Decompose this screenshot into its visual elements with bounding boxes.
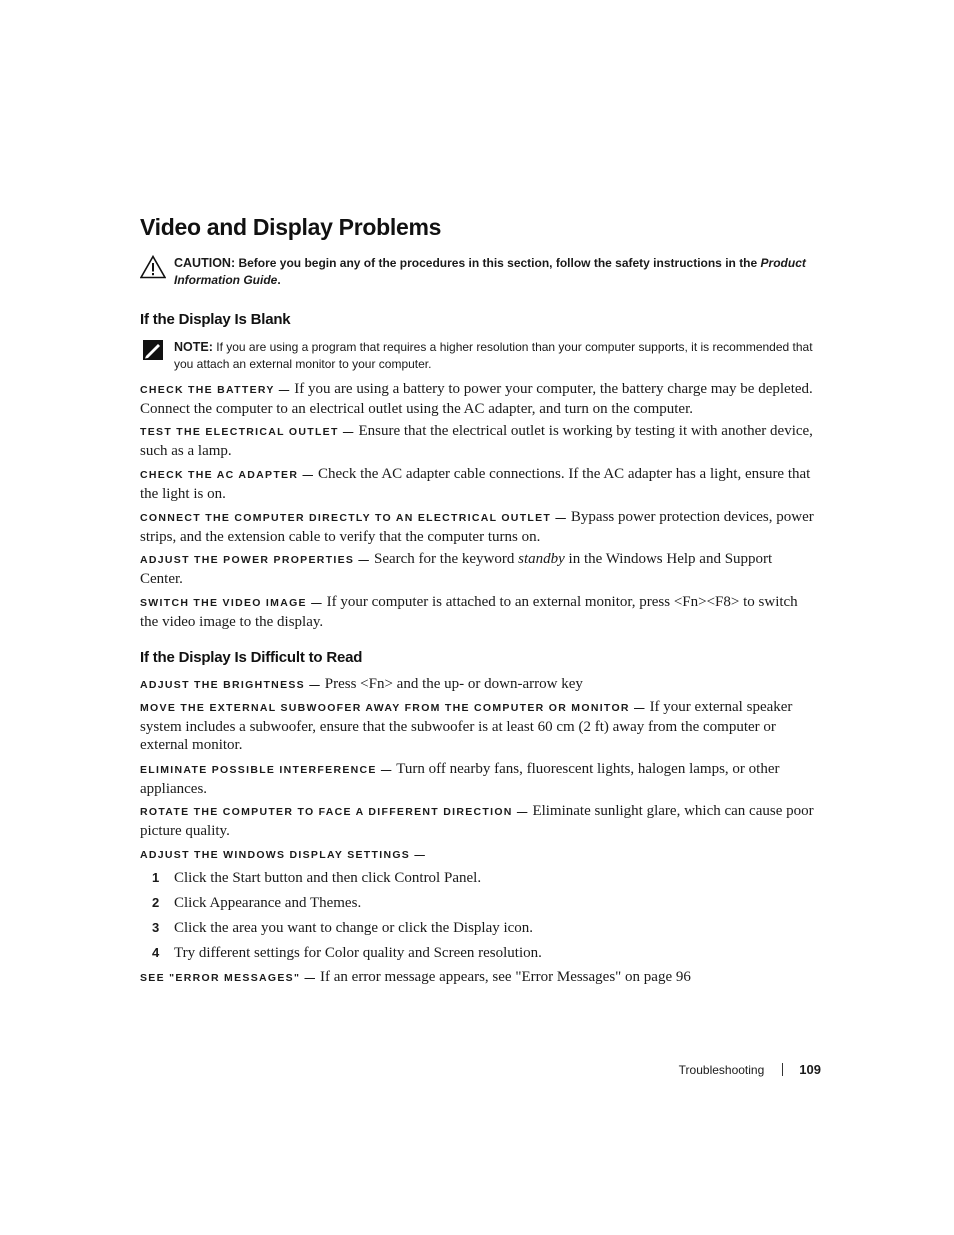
note-pencil-icon xyxy=(140,339,166,363)
tip-brightness xyxy=(140,675,816,695)
caution-emph: Product Information Guide xyxy=(174,256,806,287)
note-label: NOTE: xyxy=(174,340,213,354)
step-number: 3 xyxy=(152,920,160,935)
tip-windows-display xyxy=(140,845,816,865)
tip-error-messages xyxy=(140,968,816,988)
step-text: Try different settings for xyxy=(174,945,322,961)
footer-section: Troubleshooting xyxy=(678,1063,765,1077)
tip-key: CHECK THE AC ADAPTER — xyxy=(140,469,315,481)
step-ui-term: Screen resolution xyxy=(433,945,539,961)
note-notice xyxy=(140,339,816,373)
caution-text: Before you begin any of the procedures in this section, follow the safety instructions in the xyxy=(238,256,758,270)
tip-key: CONNECT THE COMPUTER DIRECTLY TO AN ELECTRICAL OUTLET — xyxy=(140,512,568,524)
step-text: . xyxy=(477,870,482,886)
tip-test-outlet xyxy=(140,422,816,460)
step-ui-term: Appearance and Themes xyxy=(209,895,358,911)
step-text: button and then click xyxy=(264,870,391,886)
step-number: 1 xyxy=(152,870,160,885)
step-ui-term: Control Panel xyxy=(394,870,478,886)
tip-text: Eliminate sunlight glare, which can cause poor picture quality. xyxy=(140,803,814,839)
page-footer xyxy=(679,1062,821,1077)
caution-end: . xyxy=(277,273,281,287)
tip-text: If you are using a battery to power your computer, the battery charge may be depleted. Connect the computer to an electrical outlet using the AC adapter, and turn on the computer. xyxy=(140,381,813,417)
tip-interference xyxy=(140,760,816,798)
caution-notice xyxy=(140,255,816,289)
step-ui-term: Display xyxy=(453,920,500,936)
tip-text: Check the AC adapter cable connections. If the AC adapter has a light, ensure that the light is on. xyxy=(140,466,811,502)
step-number: 4 xyxy=(152,945,160,960)
tip-rotate xyxy=(140,802,816,840)
tip-key: ROTATE THE COMPUTER TO FACE A DIFFERENT DIRECTION — xyxy=(140,806,529,818)
tip-key: SEE "ERROR MESSAGES" — xyxy=(140,972,317,984)
tip-key: CHECK THE BATTERY — xyxy=(140,384,291,396)
page-number: 109 xyxy=(799,1062,821,1077)
tip-text: Search for the keyword xyxy=(373,551,515,567)
tip-key: TEST THE ELECTRICAL OUTLET — xyxy=(140,426,355,438)
tip-text: If your external speaker system includes a subwoofer, ensure that the subwoofer is at least 60 cm (2 ft) away from the computer or external monitor. xyxy=(140,699,793,753)
tip-key: MOVE THE EXTERNAL SUBWOOFER AWAY FROM THE COMPUTER OR MONITOR — xyxy=(140,702,646,714)
tip-text: Bypass power protection devices, power strips, and the extension cable to verify that the computer turns on. xyxy=(140,509,814,545)
note-text: If you are using a program that requires a higher resolution than your computer supports, it is recommended that you attach an external monitor to your computer. xyxy=(174,340,813,371)
tip-check-ac-adapter xyxy=(140,465,816,503)
step-text: Click xyxy=(174,895,207,911)
page-title: Video and Display Problems xyxy=(140,214,442,240)
tip-subwoofer xyxy=(140,698,816,755)
step-ui-term: Color quality xyxy=(324,945,405,961)
caution-label: CAUTION: xyxy=(174,256,236,270)
tip-power-properties xyxy=(140,550,816,588)
tip-text: If an error message appears, see "Error Messages" on page 96 xyxy=(320,969,691,985)
warning-triangle-icon xyxy=(140,255,166,279)
step-item xyxy=(140,869,816,887)
tip-key: SWITCH THE VIDEO IMAGE — xyxy=(140,597,323,609)
step-text: icon. xyxy=(503,920,534,936)
tip-key: ADJUST THE WINDOWS DISPLAY SETTINGS — xyxy=(140,849,427,861)
section-heading-difficult: If the Display Is Difficult to Read xyxy=(140,649,363,666)
step-item xyxy=(140,894,816,912)
tip-key: ADJUST THE POWER PROPERTIES — xyxy=(140,554,371,566)
tip-check-battery xyxy=(140,380,816,418)
step-text: . xyxy=(357,895,362,911)
step-item xyxy=(140,919,816,937)
tip-text: If your computer is attached to an external monitor, press <Fn><F8> to switch the video image to the display. xyxy=(140,594,798,630)
tip-text: Ensure that the electrical outlet is working by testing it with another device, such as a lamp. xyxy=(140,423,813,459)
footer-divider xyxy=(782,1063,783,1076)
tip-key: ADJUST THE BRIGHTNESS — xyxy=(140,679,321,691)
step-text: Click the xyxy=(174,870,229,886)
tip-text: Press <Fn> and the up- or down-arrow key xyxy=(324,676,583,692)
tip-emph: standby xyxy=(518,551,565,567)
tip-text: Turn off nearby fans, fluorescent lights, halogen lamps, or other appliances. xyxy=(140,761,780,797)
step-text: Click the area you want to change or click the xyxy=(174,920,450,936)
step-item xyxy=(140,944,816,962)
step-number: 2 xyxy=(152,895,160,910)
tip-switch-video xyxy=(140,593,816,631)
tip-key: ELIMINATE POSSIBLE INTERFERENCE — xyxy=(140,764,393,776)
step-text: and xyxy=(408,945,430,961)
step-ui-term: Start xyxy=(232,870,261,886)
step-text: . xyxy=(538,945,542,961)
tip-connect-directly xyxy=(140,508,816,546)
tip-text: in the Windows Help and Support Center. xyxy=(140,551,773,587)
section-heading-blank: If the Display Is Blank xyxy=(140,311,291,328)
